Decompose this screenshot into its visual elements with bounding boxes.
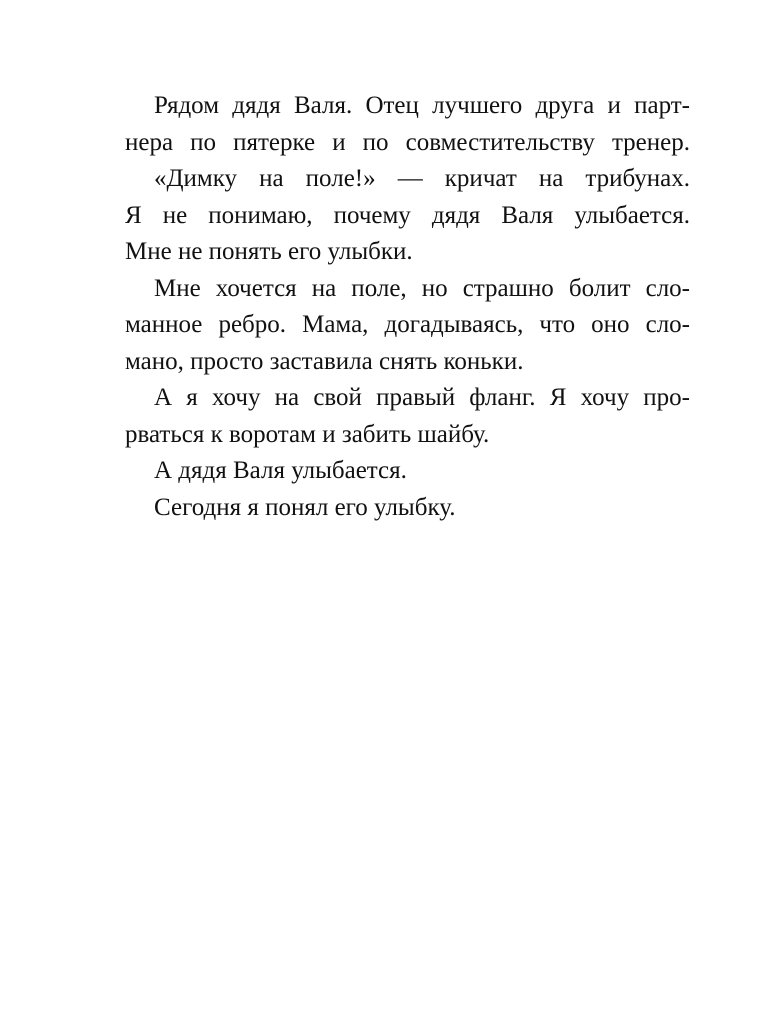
text-line: Мне хочется на поле, но страшно болит сло- bbox=[154, 274, 690, 302]
text-line: нера по пятерке и по совместительству тренер. bbox=[125, 128, 690, 156]
text-line: Я не понимаю, почему дядя Валя улыбается. bbox=[125, 201, 690, 229]
text-line: Рядом дядя Валя. Отец лучшего друга и парт- bbox=[154, 92, 690, 119]
text-body bbox=[125, 88, 690, 526]
text-line: Мне не понять его улыбки. bbox=[125, 238, 413, 265]
text-line: манное ребро. Мама, догадываясь, что оно сло- bbox=[125, 311, 690, 338]
text-line: А дядя Валя улыбается. bbox=[154, 457, 407, 484]
text-line: Сегодня я понял его улыбку. bbox=[154, 493, 456, 521]
text-line: мано, просто заставила снять коньки. bbox=[125, 347, 524, 375]
text-line: «Димку на поле!» — кричат на трибунах. bbox=[154, 165, 690, 192]
text-line: рваться к воротам и забить шайбу. bbox=[125, 420, 490, 448]
text-line: А я хочу на свой правый фланг. Я хочу про- bbox=[154, 384, 690, 411]
